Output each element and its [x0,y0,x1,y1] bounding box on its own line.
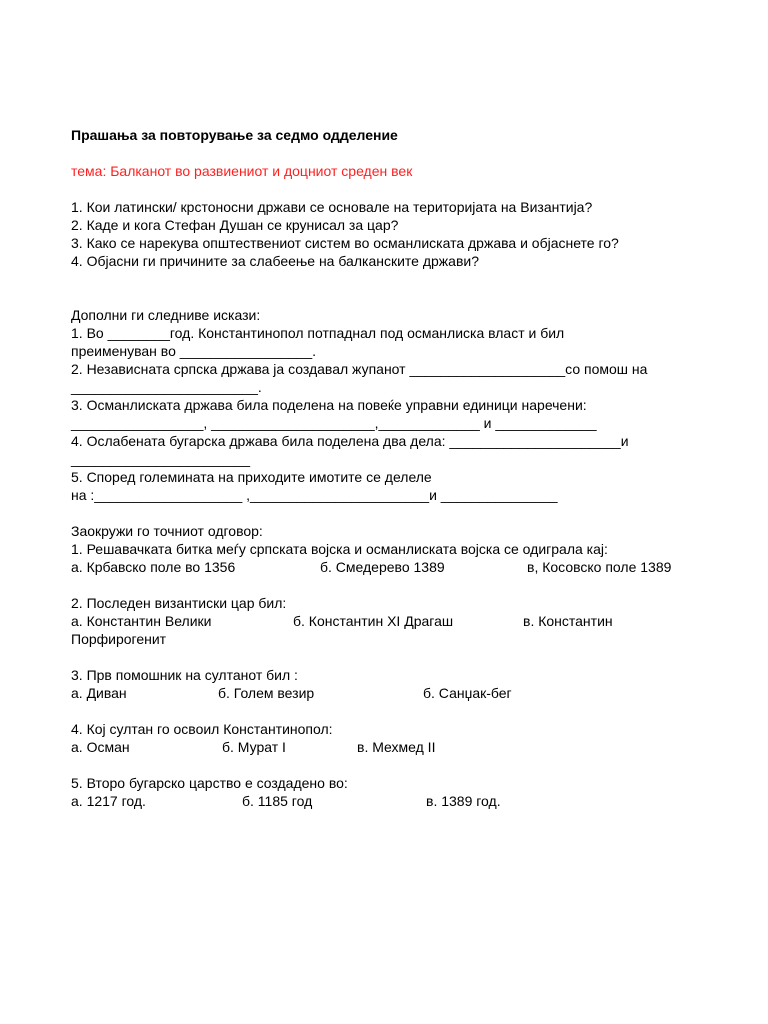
mc-option-c: в, Косовско поле 1389 [527,559,672,575]
topic-line: тема: Балканот во развиениот и доцниот среден век [71,163,413,179]
mc-option-b: б. Голем везир [218,685,315,701]
mc-option-b: б. 1185 год [242,793,313,809]
document-title: Прашања за повторување за седмо одделение [71,127,398,143]
mc-option-b: б. Мурат I [222,739,286,755]
fill-in-line: 1. Во ________год. Константинопол потпаднал под османлиска власт и бил [71,325,565,341]
mc-options [71,684,711,702]
mc-option-b: б. Смедерево 1389 [320,559,445,575]
fill-in-line: _______________________ [71,451,251,467]
mc-options [71,738,711,756]
question-item: 1. Кои латински/ крстоносни држави се основале на територијата на Византија? [71,199,593,215]
mc-option-a: а. 1217 год. [71,793,146,809]
mc-option-a: а. Диван [71,685,127,701]
mc-option-a: а. Осман [71,739,130,755]
mc-question: 4. Кој султан го освоил Константинопол: [71,721,333,737]
fill-in-section [71,306,711,504]
question-item: 4. Објасни ги причините за слабеење на балканските држави? [71,253,479,269]
mc-option-b: б. Константин XI Драгаш [293,613,454,629]
mc-options [71,792,711,810]
question-item: 2. Каде и кога Стефан Душан се крунисал за цар? [71,217,399,233]
mc-option-c: в. Мехмед II [357,739,436,755]
document-body [71,126,711,810]
fill-in-line: 5. Според големината на приходите имотите се делеле [71,469,432,485]
mc-option-a: а. Константин Велики [71,613,212,629]
fill-in-line: на :___________________ ,_______________________и _______________ [71,487,558,503]
fill-in-line: _________________, _____________________,_____________ и _____________ [71,415,597,431]
question-item: 3. Како се нарекува општествениот систем во османлиската држава и објаснете го? [71,235,619,251]
fill-in-line: 2. Независната српска држава ја создавал жупанот ____________________со помош на [71,361,648,377]
fill-in-line: 3. Османлиската држава била поделена на повеќе управни единици наречени: [71,397,587,413]
mc-question: 5. Второ бугарско царство е создадено во: [71,775,348,791]
mc-question: 2. Последен византиски цар бил: [71,595,287,611]
multiple-choice-heading: Заокружи го точниот одговор: [71,523,263,539]
mc-option-a: а. Крбавско поле во 1356 [71,559,236,575]
mc-question: 1. Решавачката битка меѓу српската војска и османлиската војска се одиграла кај: [71,541,608,557]
mc-question: 3. Прв помошник на султанот бил : [71,667,298,683]
mc-option-c-continued: Порфирогенит [71,631,167,647]
fill-in-line: преименуван во _________________. [71,343,317,359]
mc-options [71,558,711,576]
multiple-choice-section [71,522,711,810]
mc-option-c: б. Санџак-бег [423,685,512,701]
fill-in-heading: Дополни ги следниве искази: [71,307,261,323]
fill-in-line: 4. Ослабената бугарска држава била поделена два дела: ______________________и [71,433,629,449]
questions-list [71,198,711,270]
mc-option-c: в. Константин [523,613,613,629]
mc-options [71,612,711,630]
mc-option-c: в. 1389 год. [426,793,501,809]
fill-in-line: ________________________. [71,379,262,395]
